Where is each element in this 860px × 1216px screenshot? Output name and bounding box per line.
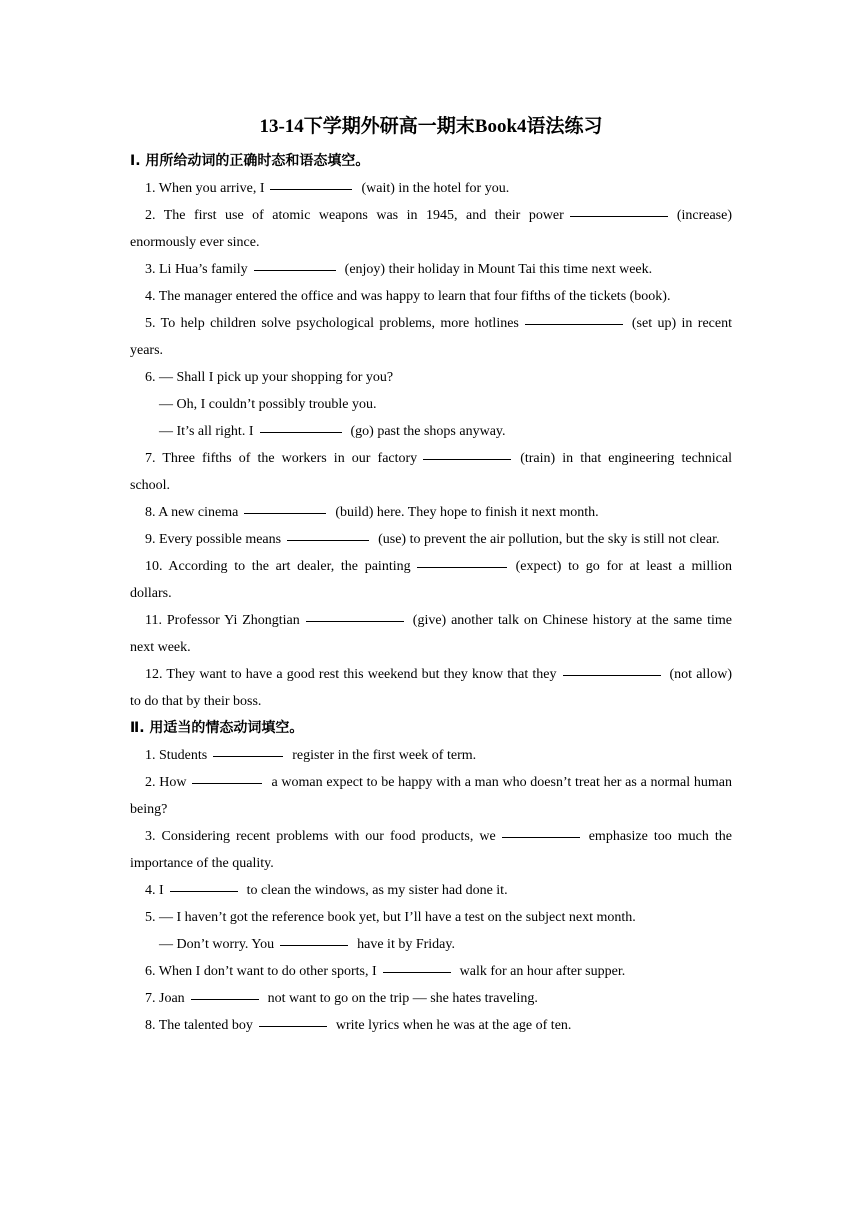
s1-question-6-line-3: — It’s all right. I (go) past the shops anyway. [159,424,506,439]
s1-question-6-line-2: — Oh, I couldn’t possibly trouble you. [159,397,377,412]
s1-question-11: 11. Professor Yi Zhongtian (give) another talk on Chinese history at the same time next week. [130,613,732,655]
answer-blank[interactable] [213,755,283,757]
s2-question-1: 1. Students register in the first week of term. [145,748,477,763]
answer-blank[interactable] [383,971,451,973]
s2-question-6: 6. When I don’t want to do other sports, I walk for an hour after supper. [145,964,626,979]
answer-blank[interactable] [191,998,259,1000]
s1-question-1: 1. When you arrive, I (wait) in the hotel for you. [145,181,510,196]
s2-question-8: 8. The talented boy write lyrics when he was at the age of ten. [145,1018,572,1033]
s1-question-12: 12. They want to have a good rest this weekend but they know that they (not allow) to do that by their boss. [130,667,732,709]
answer-blank[interactable] [287,539,369,541]
s2-question-5-line-2: — Don’t worry. You have it by Friday. [159,937,455,952]
answer-blank[interactable] [570,215,668,217]
section-2-heading: Ⅱ. 用适当的情态动词填空。 [130,720,304,736]
s2-question-4: 4. I to clean the windows, as my sister had done it. [145,883,508,898]
s1-question-6-line-1: 6. — Shall I pick up your shopping for you? [145,370,394,385]
worksheet-page [130,112,732,1039]
answer-blank[interactable] [525,323,623,325]
s1-question-9: 9. Every possible means (use) to prevent the air pollution, but the sky is still not clear. [145,532,720,547]
answer-blank[interactable] [417,566,507,568]
answer-blank[interactable] [306,620,404,622]
s1-question-10: 10. According to the art dealer, the painting (expect) to go for at least a million dollars. [130,559,732,601]
answer-blank[interactable] [563,674,661,676]
answer-blank[interactable] [260,431,342,433]
answer-blank[interactable] [259,1025,327,1027]
answer-blank[interactable] [170,890,238,892]
answer-blank[interactable] [423,458,511,460]
answer-blank[interactable] [244,512,326,514]
s1-question-7: 7. Three fifths of the workers in our factory (train) in that engineering technical school. [130,451,732,493]
s2-question-3: 3. Considering recent problems with our food products, we emphasize too much the importance of the quality. [130,829,732,871]
worksheet-title: 13-14下学期外研高一期末Book4语法练习 [259,116,603,137]
answer-blank[interactable] [270,188,352,190]
s1-question-2: 2. The first use of atomic weapons was in 1945, and their power (increase) enormously ever since. [130,208,732,250]
s1-question-4: 4. The manager entered the office and was happy to learn that four fifths of the tickets (book). [145,289,671,304]
answer-blank[interactable] [192,782,262,784]
answer-blank[interactable] [280,944,348,946]
answer-blank[interactable] [254,269,336,271]
s2-question-2: 2. How a woman expect to be happy with a man who doesn’t treat her as a normal human being? [130,775,732,817]
s1-question-3: 3. Li Hua’s family (enjoy) their holiday in Mount Tai this time next week. [145,262,653,277]
s2-question-7: 7. Joan not want to go on the trip — she hates traveling. [145,991,538,1006]
s1-question-5: 5. To help children solve psychological problems, more hotlines (set up) in recent years. [130,316,732,358]
section-1-heading: Ⅰ. 用所给动词的正确时态和语态填空。 [130,153,370,169]
s1-question-8: 8. A new cinema (build) here. They hope to finish it next month. [145,505,599,520]
s2-question-5-line-1: 5. — I haven’t got the reference book yet, but I’ll have a test on the subject next month. [145,910,636,925]
answer-blank[interactable] [502,836,580,838]
